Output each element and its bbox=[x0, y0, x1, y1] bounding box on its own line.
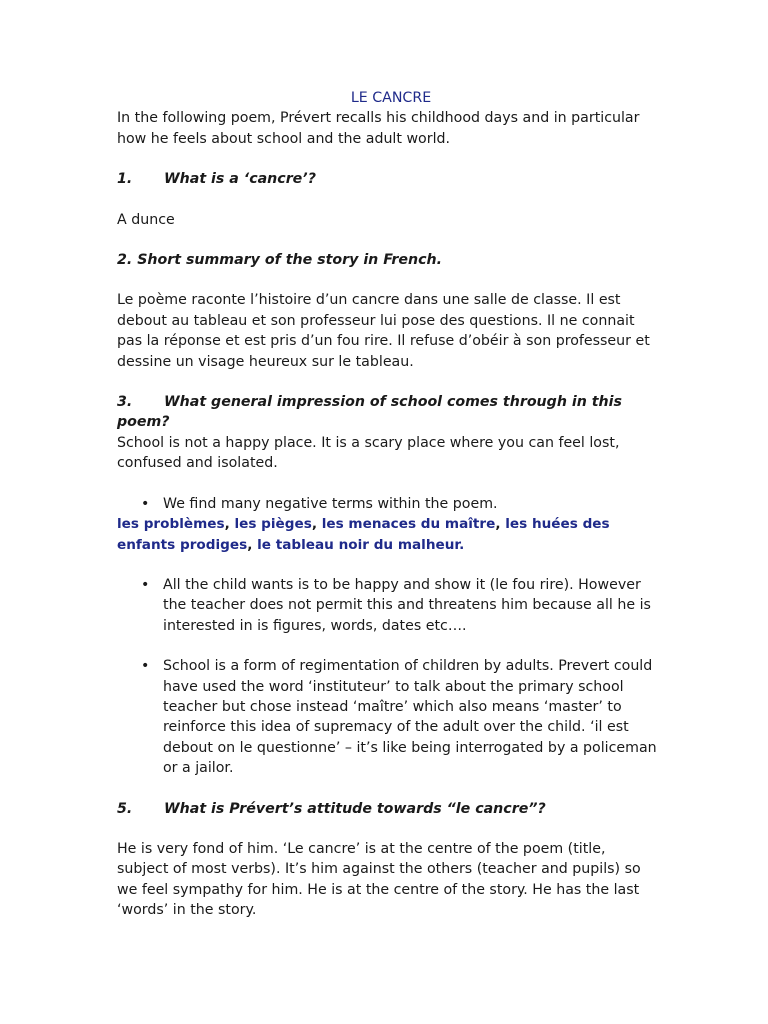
question-2: 2. Short summary of the story in French. bbox=[117, 252, 442, 269]
question-5 bbox=[117, 799, 657, 819]
bullet-icon: • bbox=[141, 495, 150, 512]
question-1 bbox=[117, 169, 657, 189]
list-item bbox=[117, 575, 657, 636]
question-3-text: What general impression of school comes through in this poem? bbox=[117, 394, 622, 431]
question-3-number: 3. bbox=[117, 394, 133, 411]
answer-2: Le poème raconte l’histoire d’un cancre dans une salle de classe. Il est debout au tableau et son professeur lui pose des questions. Il ne connait pas la réponse et est pris d’un fou rire. Il refuse d’obéir à son professeur et dessine un visage heureux sur le tableau. bbox=[117, 292, 650, 370]
answer-3: School is not a happy place. It is a scary place where you can feel lost, confused and isolated. bbox=[117, 434, 620, 472]
intro-paragraph: In the following poem, Prévert recalls his childhood days and in particular how he feels about school and the adult world. bbox=[117, 110, 640, 147]
term: les huées des enfants prodiges bbox=[117, 516, 610, 553]
list-item bbox=[117, 656, 657, 778]
question-5-text: What is Prévert’s attitude towards “le cancre”? bbox=[164, 800, 546, 817]
bullet-icon: • bbox=[141, 658, 150, 675]
bullet-icon: • bbox=[141, 576, 150, 593]
answer-1: A dunce bbox=[117, 211, 175, 228]
bullet-3-text: School is a form of regimentation of children by adults. Prevert could have used the word ‘instituteur’ to talk about the primary school teacher but chose instead ‘maître’ which also means ‘master’ to reinforce this idea of supremacy of the adult over the child. ‘il est debout on le questionne’ – it’s like being interrogated by a policeman or a jailor. bbox=[163, 658, 657, 777]
term: le tableau noir du malheur. bbox=[257, 536, 465, 553]
document-title: LE CANCRE bbox=[350, 90, 432, 106]
negative-terms: les problèmes, les pièges, les menaces du maître, les huées des enfants prodiges, le tableau noir du malheur. bbox=[117, 516, 610, 553]
term: les menaces du maître bbox=[321, 516, 496, 533]
term: les pièges bbox=[234, 516, 312, 533]
bullet-list-2 bbox=[117, 575, 657, 779]
answer-5: He is very fond of him. ‘Le cancre’ is at the centre of the poem (title, subject of most verbs). It’s him against the others (teacher and pupils) so we feel sympathy for him. He is at the centre of the story. He has the last ‘words’ in the story. bbox=[117, 840, 641, 919]
bullet-2-text: All the child wants is to be happy and show it (le fou rire). However the teacher does not permit this and threatens him because all he is interested in is figures, words, dates etc…. bbox=[163, 576, 651, 634]
question-1-number: 1. bbox=[117, 171, 133, 188]
question-5-number: 5. bbox=[117, 800, 133, 817]
bullet-1-text: We find many negative terms within the poem. bbox=[163, 495, 498, 512]
question-3 bbox=[117, 392, 657, 433]
term: les problèmes bbox=[117, 516, 225, 533]
bullet-list-1 bbox=[117, 494, 657, 514]
document-page bbox=[117, 88, 657, 921]
list-item bbox=[117, 494, 657, 514]
question-1-text: What is a ‘cancre’? bbox=[164, 171, 316, 188]
